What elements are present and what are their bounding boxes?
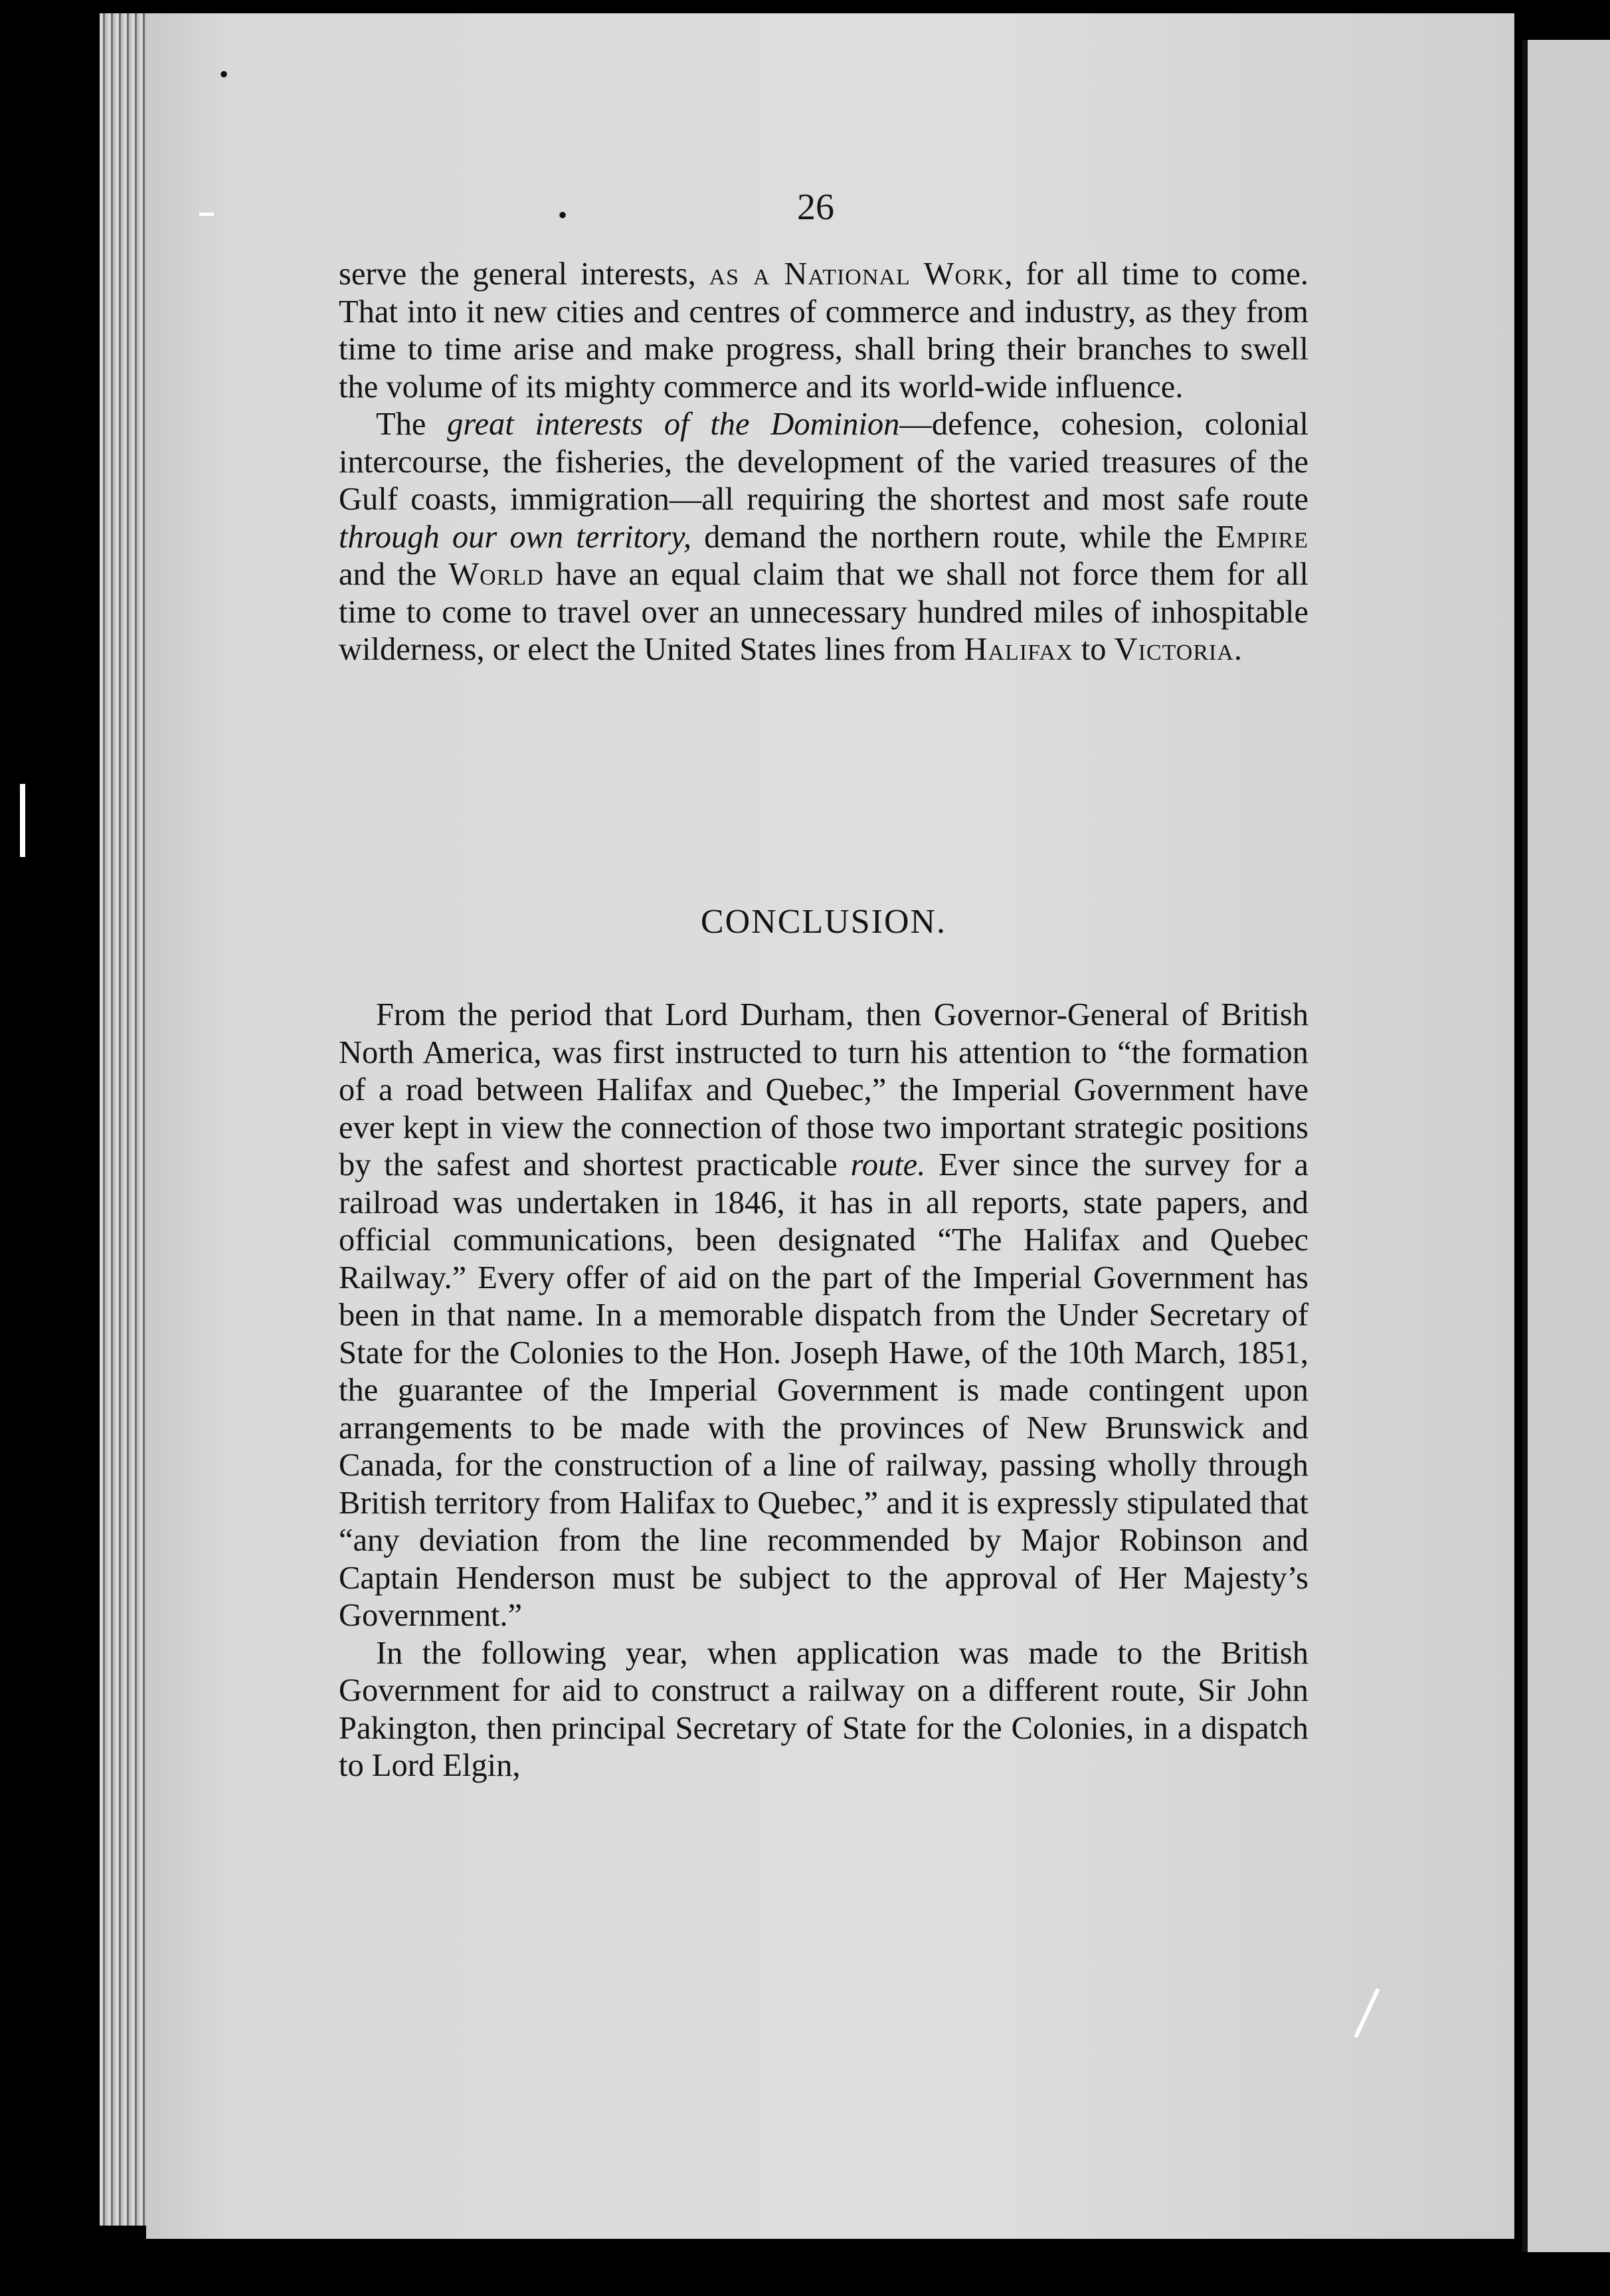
scan-speck xyxy=(20,784,25,857)
small-caps-text: as a National Work xyxy=(709,256,1005,292)
small-caps-text: Victoria xyxy=(1114,632,1234,667)
section-heading: CONCLUSION. xyxy=(700,903,947,941)
adjacent-page xyxy=(1528,40,1610,2252)
scan-speck xyxy=(199,213,214,216)
page-number: 26 xyxy=(797,187,834,228)
small-caps-text: Halifax xyxy=(964,632,1073,667)
margin-mark: • xyxy=(219,59,229,89)
gutter-shadow xyxy=(1522,40,1528,2252)
paragraph: In the following year, when application was made to the British Government for aid to construct a railway on a different route, Sir John Pakington, then principal Secretary of State for the Colonies, in a dispatch to Lord Elgin, xyxy=(339,1635,1308,1783)
margin-mark: • xyxy=(558,200,568,230)
small-caps-text: World xyxy=(448,557,544,592)
small-caps-text: Empire xyxy=(1215,519,1308,555)
italic-text: through our own territory, xyxy=(339,519,692,555)
italic-text: route. xyxy=(850,1147,926,1183)
stacked-page-edges xyxy=(100,13,153,2226)
paragraph: From the period that Lord Durham, then Governor-General of British North America, was first instructed to turn his attention to “the formation of a road between Halifax and Quebec,” the Imperial Government have ever kept in view the connection of those two important strategic positions by the safest and shortest practicable route. Ever since the survey for a railroad was undertaken in 1846, it has in all reports, state papers, and official communications, been designated “The Halifax and Quebec Railway.” Every offer of aid on the part of the Imperial Government has been in that name. In a memorable dispatch from the Under Secretary of State for the Colonies to the Hon. Joseph Hawe, of the 10th March, 1851, the guarantee of the Imperial Government is made contingent upon arrangements to be made with the provinces of New Brunswick and Canada, for the construction of a line of railway, passing wholly through British territory from Halifax to Quebec,” and it is expressly stipulated that “any deviation from the line recommended by Major Robinson and Captain Henderson must be subject to the approval of Her Majesty’s Government.” xyxy=(339,997,1308,1633)
conclusion-text xyxy=(339,997,1308,1785)
italic-text: great interests of the Dominion xyxy=(447,407,900,442)
paragraph: The great interests of the Dominion—defence, cohesion, colonial intercourse, the fisheries, the development of the varied treasures of the Gulf coasts, immigration—all requiring the shortest and most safe route through our own territory, demand the northern route, while the Empire and the World have an equal claim that we shall not force them for all time to come to travel over an unnecessary hundred miles of inhospitable wilderness, or elect the United States lines from Halifax to Victoria. xyxy=(339,407,1309,667)
section-continued-text xyxy=(339,256,1308,669)
paragraph: serve the general interests, as a National Work, for all time to come. That into it new cities and centres of commerce and industry, as they from time to time arise and make progress, shall bring their branches to swell the volume of its mighty commerce and its world-wide influence. xyxy=(339,256,1308,405)
